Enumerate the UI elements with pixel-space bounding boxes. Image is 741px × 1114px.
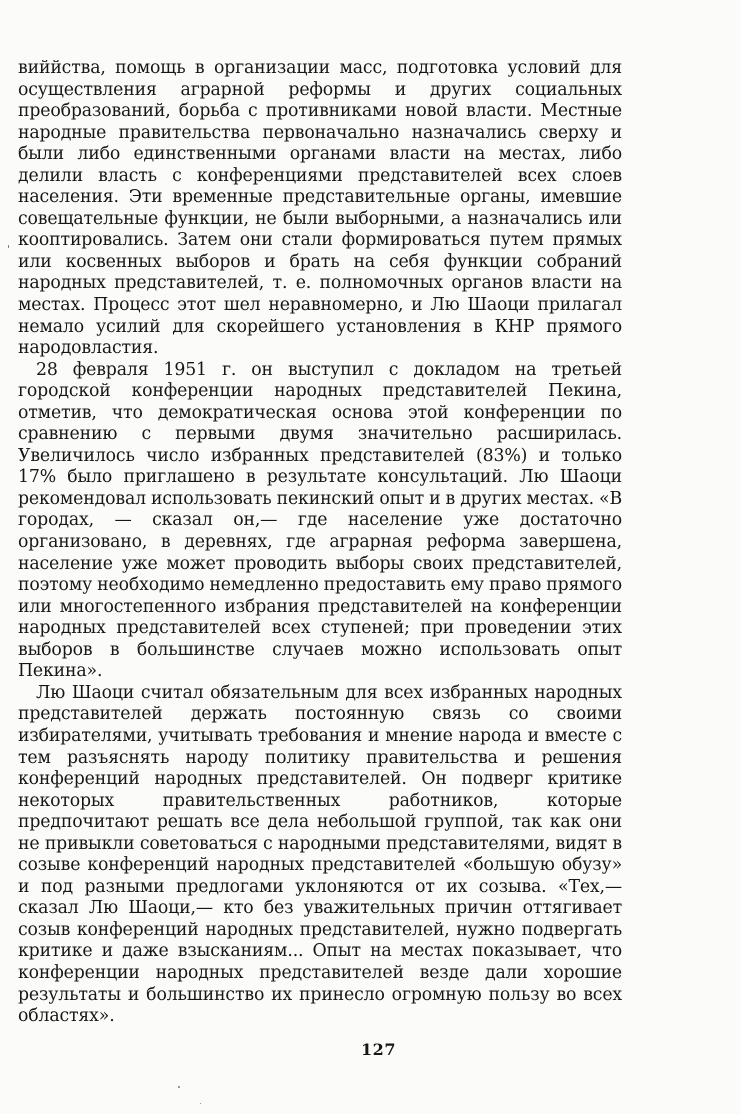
page-number: 127 [361,1040,396,1059]
paragraph-continuation: виййства, помощь в организации масс, подготовка условий для осуществления аграрной реформы и других социальных преобразований, борьба с противниками новой власти. Местные народные правительства первоначально назначались сверху и были либо единственными органами власти на местах, либо делили власть с конференциями представителей всех слоев населения. Эти временные представительные органы, имевшие совещательные функции, не были выборными, а назначались или кооптировались. Затем они стали формироваться путем прямых или косвенных выборов и брать на себя функции собраний народных представителей, т. е. полномочных органов власти на местах. Процесс этот шел неравномерно, и Лю Шаоци прилагал немало усилий для скорейшего установления в КНР прямого народовластия. [18,58,622,359]
paragraph-liu-shaoqi-representatives: Лю Шаоци считал обязательным для всех избранных народных представителей держать постоянную связь со своими избирателями, учитывать требования и мнение народа и вместе с тем разъяснять народу политику правительства и решения конференций народных представителей. Он подверг критике некоторых правительственных работников, которые предпочитают решать все дела небольшой группой, так как они не привыкли советоваться с народными представителями, видят в созыве конференций народных представителей «большую обузу» и под разными предлогами уклоняются от их созыва. «Тех,— сказал Лю Шаоци,— кто без уважительных причин оттягивает созыв конференций народных представителей, нужно подвергать критике и даже взысканиям... Опыт на местах показывает, что конференции народных представителей везде дали хорошие результаты и большинство их принесло огромную пользу во всех областях». [18,682,622,1027]
scan-speck [8,245,9,248]
page-text-block [18,58,622,1028]
scan-speck [200,1103,201,1104]
paragraph-february-1951: 28 февраля 1951 г. он выступил с докладом на третьей городской конференции народных представителей Пекина, отметив, что демократическая основа этой конференции по сравнению с первыми двумя значительно расширилась. Увеличилось число избранных представителей (83%) и только 17% было приглашено в результате консультаций. Лю Шаоци рекомендовал использовать пекинский опыт и в других местах. «В городах, — сказал он,— где население уже достаточно организовано, в деревнях, где аграрная реформа завершена, население уже может проводить выборы своих представителей, поэтому необходимо немедленно предоставить ему право прямого или многостепенного избрания представителей на конференции народных представителей всех ступеней; при проведении этих выборов в большинстве случаев можно использовать опыт Пекина». [18,359,622,682]
scan-speck [178,1086,180,1088]
